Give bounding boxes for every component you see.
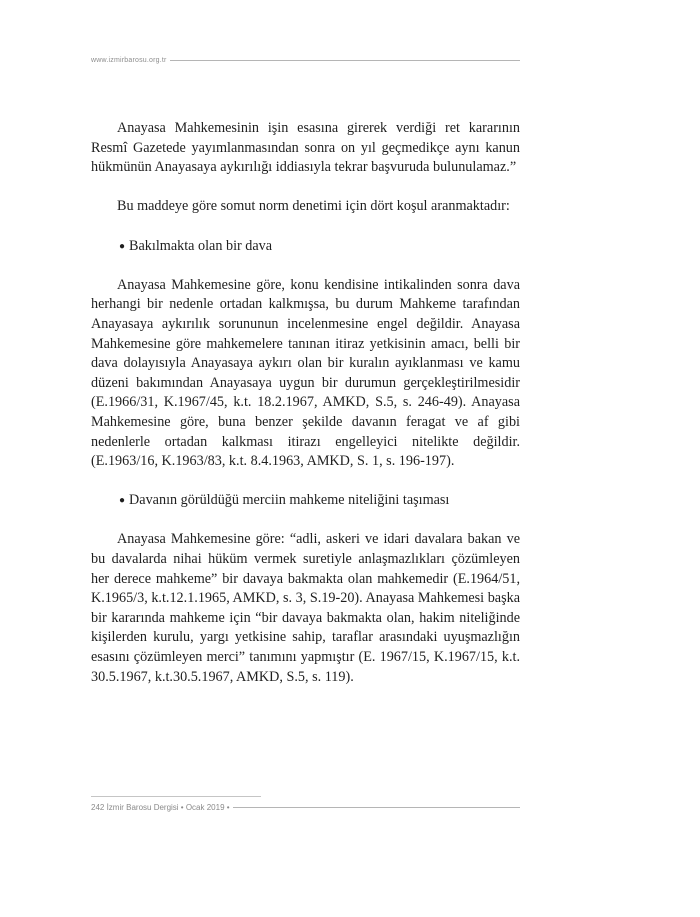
bullet-2-text: Davanın görüldüğü merciin mahkeme niteliğini taşıması	[129, 492, 450, 509]
page-header	[91, 53, 520, 67]
bullet-icon: ●	[119, 240, 126, 252]
header-rule	[170, 60, 520, 61]
paragraph-4: Anayasa Mahkemesine göre: “adli, askeri ve idari davalara bakan ve bu davalarda nihai hüküm vermek suretiyle anlaşmazlıkları çözümleyen her derece mahkeme” bir davaya bakmakta olan mahkemedir (E.1964/51, K.1965/3, k.t.12.1.1965, AMKD, s. 3, S.19-20). Anayasa Mahkemesi başka bir kararında mahkeme için “bir davaya bakmakta olan, hakim niteliğinde kişilerden kurulu, yargı yetkisine sahip, taraflar arasındaki uyuşmazlığın esasını çözümleyen merci” tanımını yapmıştır (E. 1967/15, K.1967/15, k.t. 30.5.1967, k.t.30.5.1967, AMKD, S.5, s. 119).	[91, 531, 520, 685]
footer-rule	[233, 807, 520, 808]
footer-text: 242 İzmir Barosu Dergisi • Ocak 2019 •	[91, 802, 230, 812]
bullet-icon: ●	[119, 495, 126, 507]
paragraph-2: Bu maddeye göre somut norm denetimi için dört koşul aranmaktadır:	[117, 198, 510, 215]
page-footer	[91, 800, 520, 814]
header-url: www.izmirbarosu.org.tr	[91, 56, 167, 64]
page-content	[91, 119, 520, 687]
footer-mark-rule	[91, 796, 261, 797]
bullet-item-2	[91, 491, 520, 511]
bullet-1-text: Bakılmakta olan bir dava	[129, 237, 273, 254]
paragraph-1: Anayasa Mahkemesinin işin esasına girerek verdiği ret kararının Resmî Gazetede yayımlanmasından sonra on yıl geçmedikçe aynı kanun hükmünün Anayasaya aykırılığı iddiasıyla tekrar başvuruda bulunulamaz.”	[91, 120, 520, 176]
bullet-item-1	[91, 237, 520, 257]
paragraph-3: Anayasa Mahkemesine göre, konu kendisine intikalinden sonra dava herhangi bir nedenle ortadan kalkmışsa, bu durum Mahkeme tarafından Anayasaya aykırılık sorununun incelenmesine engel değildir. Anayasa Mahkemesine göre mahkemelere tanınan itiraz yetkisinin amacı, belli bir dava dolayısıyla Anayasaya aykırı olan bir kuralın ayıklanması ve kamu düzeni bakımından Anayasaya uygun bir durumun gerçekleştirilmesidir (E.1966/31, K.1967/45, k.t. 18.2.1967, AMKD, S.5, s. 246-49). Anayasa Mahkemesine göre, buna benzer şekilde davanın feragat ve af gibi nedenlerle ortadan kalkması itirazı engelleyici nitelikte değildir. (E.1963/16, K.1963/83, k.t. 8.4.1963, AMKD, S. 1, s. 196-197).	[91, 276, 520, 470]
